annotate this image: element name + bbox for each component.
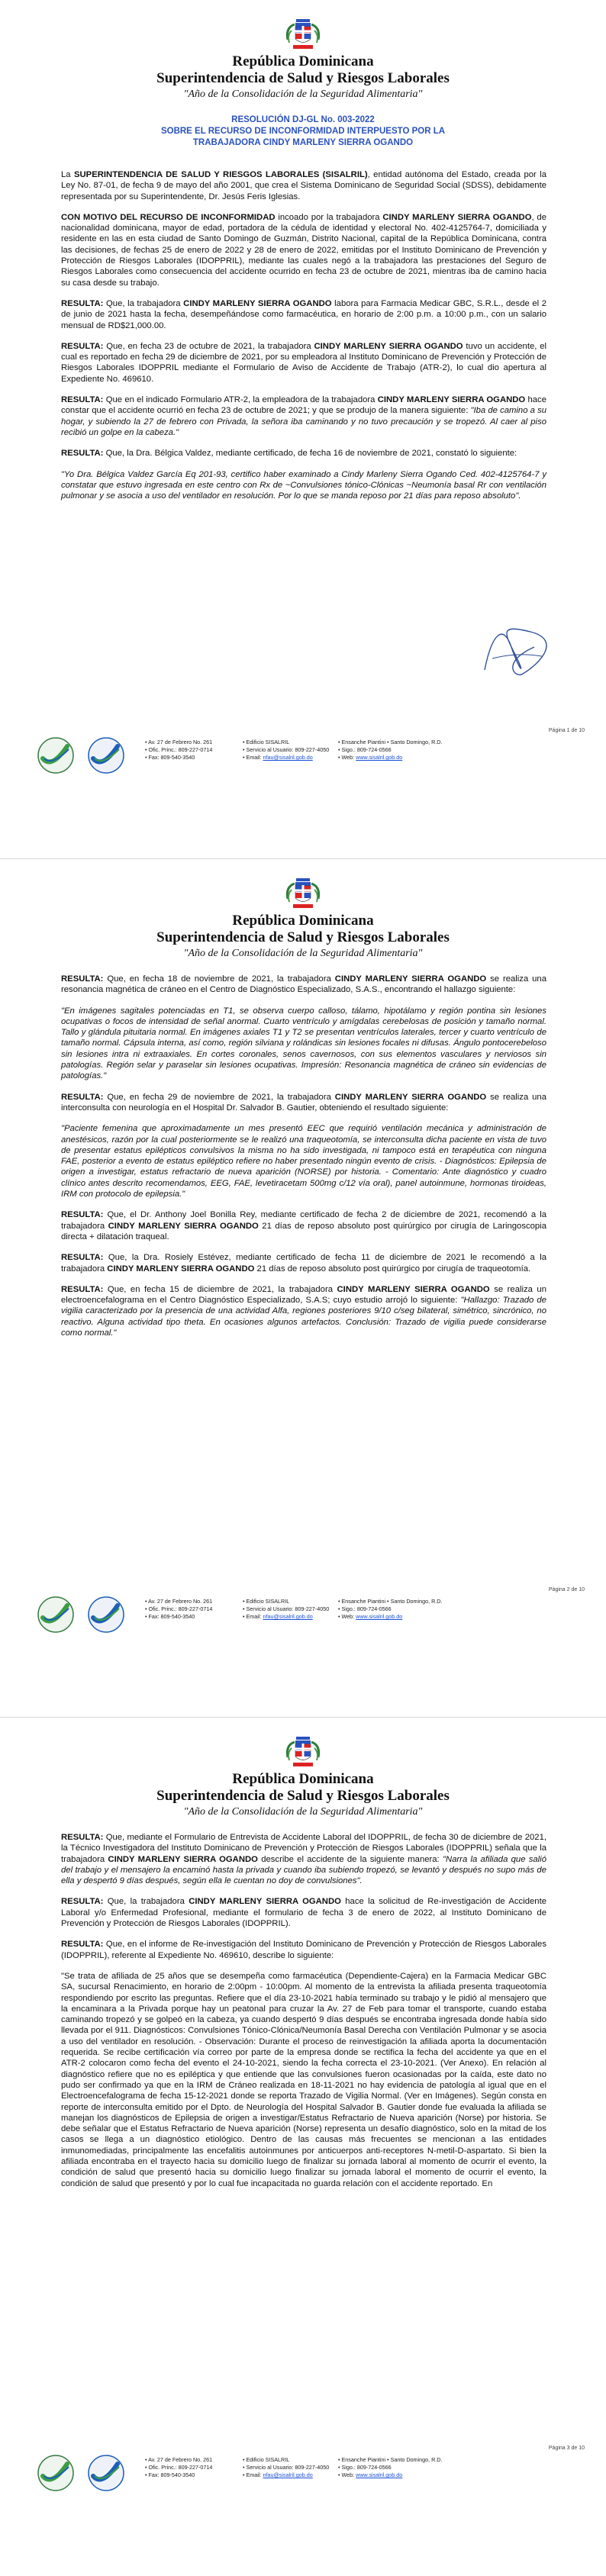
body-paragraph bbox=[61, 169, 546, 202]
footer-column-middle: • Edificio SISALRIL • Servicio al Usuario: 809-227-4050 • Email: nfau@sisalril.gob.do bbox=[243, 739, 330, 761]
emphasized-text: CINDY MARLENY SIERRA OGANDO bbox=[337, 1284, 490, 1294]
text-run: Que, en el informe de Re-investigación del Instituto Dominicano de Prevención y Protección de Riesgos Laborales (IDOPPRIL), referente al Expediente No. 469610, describe lo siguiente: bbox=[61, 1940, 546, 1960]
footer bbox=[21, 2452, 586, 2497]
coat-of-arms-icon bbox=[284, 1734, 322, 1769]
paragraph-lead: RESULTA: bbox=[61, 974, 104, 984]
body-paragraph bbox=[61, 1832, 546, 1886]
footer-service: Servicio al Usuario: 809-227-4050 bbox=[246, 2464, 330, 2471]
emphasized-text: CINDY MARLENY SIERRA OGANDO bbox=[189, 1897, 341, 1907]
footer-web-label: Web: bbox=[341, 1613, 355, 1620]
paragraph-lead: RESULTA: bbox=[61, 449, 104, 459]
header-country: República Dominicana bbox=[232, 53, 374, 69]
resolution-number: RESOLUCIÓN DJ-GL No. 003-2022 bbox=[231, 115, 375, 124]
footer-city: Santo Domingo, R.D. bbox=[390, 1598, 443, 1605]
text-run: labora para Farmacia Medicar GBC, S.R.L., desde el 2 de junio de 2021 hasta la fecha, desempeñándose como farmacéutica, en horario de 2:00 p.m. a 10:00 p.m., con un salario mensual de RD$21,000.00. bbox=[61, 298, 546, 330]
emphasized-text: CON MOTIVO DEL RECURSO DE INCONFORMIDAD bbox=[61, 212, 276, 222]
text-run: "Hallazgo: Trazado de vigilia caracterizado por la presencia de una actividad Alfa, regiones posteriores 9/10 c/seg bilateral, simétrico, sincrónico, no reactivo. Alguna actividad tipo theta. En ocasiones algunos artefactos. Conclusión: Trazado de vigilia puede considerarse como normal." bbox=[61, 1296, 546, 1338]
text-run: La bbox=[61, 170, 74, 179]
emphasized-text: CINDY MARLENY SIERRA OGANDO bbox=[107, 1264, 255, 1274]
certification-seal-icon bbox=[35, 2453, 76, 2493]
text-run: 21 días de reposo absoluto post quirúrgico por cirugía de traqueotomía. bbox=[254, 1264, 531, 1274]
footer-column-left: • Av. 27 de Febrero No. 261 • Ofic. Princ.: 809-227-0714 • Fax: 809-540-3540 bbox=[145, 1598, 213, 1620]
text-run: "Yo Dra. Bélgica Valdez García Eq 201-93, certifico haber examinado a Cindy Marleny Sierra Ogando Ced. 402-4125764-7 y constatar que estuvo ingresada en este centro con Rx de ~Convulsiones tónico-Clónicas ~Neumonía basal Rr con ventilación pulmonar y se asocia a uso del ventilador en resolución. Por lo que se manda reposo por 21 días para reposo absoluto". bbox=[61, 469, 546, 501]
resolution-heading bbox=[61, 114, 545, 149]
quality-seal-icon bbox=[85, 2453, 127, 2493]
footer-district: Ensanche Piantini bbox=[341, 739, 386, 745]
quality-seal-icon bbox=[85, 1595, 127, 1634]
quoted-text bbox=[61, 1123, 546, 1199]
footer-web-link[interactable]: www.sisalril.gob.do bbox=[356, 754, 403, 761]
text-run: hace la solicitud de Re-investigación de Accidente Laboral y/o Enfermedad Profesional, mediante el formulario de fecha 3 de enero de 2022, al Instituto Dominicano de Prevención y Protección de Riesgos Laborales (IDOPPRIL). bbox=[61, 1897, 546, 1929]
header-motto: "Año de la Consolidación de la Seguridad Alimentaria" bbox=[183, 948, 423, 959]
text-run: se realiza una resonancia magnética de cráneo en el Centro de Diagnóstico Especializado, S.A.S., encontrando el hallazgo siguiente: bbox=[61, 974, 546, 995]
footer-city: Santo Domingo, R.D. bbox=[390, 739, 443, 745]
paragraph-lead: RESULTA: bbox=[61, 395, 104, 405]
text-run: se realiza un electroencefalograma en el Centro Diagnóstico Especializado, S.A.S; cuyo estudio arrojó lo siguiente: bbox=[61, 1284, 546, 1306]
paragraph-lead: RESULTA: bbox=[61, 1833, 104, 1842]
footer-sign: Sigo.: 809-724-0566 bbox=[341, 1605, 392, 1612]
footer-web-label: Web: bbox=[341, 754, 355, 761]
body-paragraph bbox=[61, 1209, 546, 1242]
text-run: Que, la trabajadora bbox=[103, 1897, 189, 1907]
text-run: Que, el Dr. Anthony Joel Bonilla Rey, mediante certificado de fecha 2 de diciembre de 2021, recomendó a la trabajadora bbox=[61, 1210, 546, 1231]
paragraph-lead: RESULTA: bbox=[61, 341, 104, 351]
text-run: "Paciente femenina que aproximadamente un mes presentó EEC que requirió ventilación mecánica y administración de anestésicos, razón por la cual posteriormente se le realizó una traqueotomía, se interconsulta dicha paciente en vista de tuvo de presentar estatus epilépticos convulsivos la misma no ha sido investigada, ni tampoco está en terapéutica con ninguna FAE, posterior a evento de estatus epiléptico refiere no haber presentado ningún evento de crisis. - Diagnósticos: Epilepsia de origen a investigar, estatus refractario de nueva aparición (NORSE) por historia. - Comentario: Ante diagnóstico y cuadro clínico antes descrito recomendamos, EEG, FAE, levetiracetam 500mg c/12 vía oral), panel autoinmune, hormonas tiroideas, IRM con protocolo de epilepsia." bbox=[61, 1124, 546, 1199]
text-run: Que, la Dra. Bélgica Valdez, mediante certificado, de fecha 16 de noviembre de 2021, constató lo siguiente: bbox=[103, 449, 517, 459]
emphasized-text: CINDY MARLENY SIERRA OGANDO bbox=[377, 395, 526, 405]
text-run: , entidad autónoma del Estado, creada por la Ley No. 87-01, de fecha 9 de mayo del año 2001, que crea el Sistema Dominicano de Seguridad Social (SDSS), debidamente representada por su Superintendente, Dr. Jesús Feris Iglesias. bbox=[61, 170, 546, 201]
quoted-text bbox=[61, 1006, 546, 1082]
body-paragraph bbox=[61, 1284, 546, 1338]
page-2 bbox=[0, 858, 606, 1718]
text-run: Que, en fecha 15 de diciembre de 2021, la trabajadora bbox=[103, 1284, 337, 1294]
footer bbox=[21, 1593, 586, 1639]
text-run: incoado por la trabajadora bbox=[275, 212, 383, 222]
paragraph-lead: RESULTA: bbox=[61, 1897, 104, 1907]
certification-seal-icon bbox=[35, 736, 76, 775]
footer-sign: Sigo.: 809-724-0566 bbox=[341, 2464, 392, 2471]
text-run: "En imágenes sagitales potenciadas en T1, se observa cuerpo calloso, tálamo, hipotálamo y región pontina sin lesiones ocupativas o focos de intensidad de señal anormal. Cuarto ventrículo y amígdalas cerebelosas de posición y tamaño normal. Tallo y glándula pituitaria normal. En imágenes axiales T1 y T2 se presentan ventrículos laterales, tercer y cuarto ventrículo de tamaño normal. Cápsula interna, así como, región silviana y rolándicas sin lesiones focales ni difusas. Ángulo pontocerebeloso sin lesiones intra ni extraaxiales. En cortes coronales, senos cavernosos, con sus elementos vasculares y nerviosos sin patologías. Región selar y paraselar sin lesiones ocupativas. Impresión: Resonancia magnética de cráneo sin evidencias de patologías." bbox=[61, 1006, 546, 1081]
text-run: Que en el indicado Formulario ATR-2, la empleadora de la trabajadora bbox=[103, 395, 378, 405]
footer-address: Av. 27 de Febrero No. 261 bbox=[148, 739, 213, 745]
footer-service: Servicio al Usuario: 809-227-4050 bbox=[246, 1605, 330, 1612]
coat-of-arms-icon bbox=[284, 876, 322, 911]
footer-phone: Ofic. Princ.: 809-227-0714 bbox=[148, 2464, 213, 2471]
certification-seal-icon bbox=[35, 1595, 76, 1634]
emphasized-text: CINDY MARLENY SIERRA OGANDO bbox=[183, 298, 332, 308]
emphasized-text: CINDY MARLENY SIERRA OGANDO bbox=[314, 341, 463, 351]
header-agency: Superintendencia de Salud y Riesgos Laborales bbox=[156, 1788, 450, 1804]
quoted-text bbox=[61, 469, 546, 502]
resolution-subject-line2: TRABAJADORA CINDY MARLENY SIERRA OGANDO bbox=[192, 138, 414, 147]
body-paragraph bbox=[61, 448, 546, 459]
emphasized-text: CINDY MARLENY SIERRA OGANDO bbox=[334, 974, 487, 984]
resolution-subject-line1: SOBRE EL RECURSO DE INCONFORMIDAD INTERPUESTO POR LA bbox=[160, 127, 446, 136]
text-run: describe el accidente de la siguiente manera: bbox=[257, 1854, 443, 1864]
quality-seal-icon bbox=[85, 736, 127, 775]
page-1 bbox=[0, 0, 606, 858]
footer-column-middle: • Edificio SISALRIL • Servicio al Usuario: 809-227-4050 • Email: nfau@sisalril.gob.do bbox=[243, 1598, 330, 1620]
footer-district: Ensanche Piantini bbox=[341, 1598, 386, 1605]
paragraph-lead: RESULTA: bbox=[61, 1940, 104, 1950]
body-paragraph bbox=[61, 341, 546, 385]
page-body bbox=[61, 974, 546, 1348]
text-run: tuvo un accidente, el cual es reportado en fecha 29 de diciembre de 2021, por su empleadora al Instituto Dominicano de Prevención y Protección de Riesgos Laborales IDOPPRIL mediante el Formulario de Aviso de Accidente de Trabajo (ATR-2), lo cual dio apertura al Expediente No. 469610. bbox=[61, 341, 546, 384]
footer-fax: Fax: 809-540-3540 bbox=[148, 2471, 195, 2478]
footer-column-right: • Ensanche Piantini • Santo Domingo, R.D. • Sigo.: 809-724-0566 • Web: www.sisalril.gob.do bbox=[338, 1598, 443, 1620]
body-paragraph bbox=[61, 1939, 546, 1961]
page-number: Página 1 de 10 bbox=[548, 728, 585, 733]
header-agency: Superintendencia de Salud y Riesgos Laborales bbox=[156, 929, 450, 945]
emphasized-text: CINDY MARLENY SIERRA OGANDO bbox=[382, 212, 532, 222]
text-run: se realiza una interconsulta con neurología en el Hospital Dr. Salvador B. Gautier, obteniendo el resultado siguiente: bbox=[61, 1092, 546, 1113]
footer-email-label: Email: bbox=[246, 1613, 262, 1620]
footer-city: Santo Domingo, R.D. bbox=[390, 2456, 443, 2463]
handwritten-signature bbox=[469, 617, 553, 685]
paragraph-lead: RESULTA: bbox=[61, 1092, 104, 1102]
page-3 bbox=[0, 1717, 606, 2576]
footer-fax: Fax: 809-540-3540 bbox=[148, 754, 195, 761]
footer-column-left: • Av. 27 de Febrero No. 261 • Ofic. Princ.: 809-227-0714 • Fax: 809-540-3540 bbox=[145, 2456, 213, 2478]
emphasized-text: CINDY MARLENY SIERRA OGANDO bbox=[108, 1221, 259, 1231]
body-paragraph bbox=[61, 298, 546, 331]
paragraph-lead: RESULTA: bbox=[61, 298, 104, 308]
footer-column-right: • Ensanche Piantini • Santo Domingo, R.D. • Sigo.: 809-724-0566 • Web: www.sisalril.gob.do bbox=[338, 739, 443, 761]
paragraph-lead: RESULTA: bbox=[61, 1210, 104, 1220]
footer-email-link[interactable]: nfau@sisalril.gob.do bbox=[263, 754, 313, 761]
page-number: Página 2 de 10 bbox=[548, 1587, 585, 1592]
paragraph-lead: RESULTA: bbox=[61, 1253, 104, 1263]
body-paragraph bbox=[61, 1092, 546, 1114]
page-body bbox=[61, 1832, 546, 2199]
footer-sign: Sigo.: 809-724-0566 bbox=[341, 746, 392, 753]
emphasized-text: CINDY MARLENY SIERRA OGANDO bbox=[108, 1854, 258, 1864]
footer-building: Edificio SISALRIL bbox=[246, 1598, 290, 1605]
text-run: "Narra la afiliada que salió del trabajo y el mensajero la encaminó hasta la privada y cuando iba subiendo tropezó, se levantó y después no supo más de ella y despertó 9 días después, según ella le cuentan no doy de convulsiones". bbox=[61, 1854, 546, 1886]
footer-email-link[interactable]: nfau@sisalril.gob.do bbox=[263, 1613, 313, 1620]
text-run: 21 días de reposo absoluto post quirúrgico por cirugía de Laringoscopia directa + dilatación traqueal. bbox=[61, 1221, 546, 1241]
footer-web-link[interactable]: www.sisalril.gob.do bbox=[356, 2471, 403, 2478]
footer-service: Servicio al Usuario: 809-227-4050 bbox=[246, 746, 330, 753]
body-paragraph bbox=[61, 1896, 546, 1929]
paragraph-lead: RESULTA: bbox=[61, 1284, 104, 1294]
text-run: , de nacionalidad dominicana, mayor de edad, portadora de la cédula de identidad y electoral No. 402-4125764-7, domiciliada y residente en las en esta ciudad de Santo Domingo de Guzmán, Distrito Nacional, capital de la República Dominicana, contra las decisiones, de fechas 25 de enero de 2022 y 28 de enero de 2022, emitidas por el Instituto Dominicano de Prevención y Protección de Riesgos Laborales (IDOPPRIL), mediante las cuales negó a la trabajadora las prestaciones del Seguro de Riesgos Laborales como consecuencia del accidente ocurrido en fecha 23 de octubre de 2021, mientras iba de camino hacia su casa desde su trabajo. bbox=[61, 212, 546, 288]
text-run: Que, en fecha 23 de octubre de 2021, la trabajadora bbox=[103, 341, 314, 351]
text-run: "Se trata de afiliada de 25 años que se desempeña como farmacéutica (Dependiente-Cajera) en la Farmacia Medicar GBC SA, sucursal Renacimiento, en horario de 2:00pm - 10:00pm. Al momento de la entrevista la afiliada presenta traqueotomía respondiendo por escrito las preguntas. Refiere que el día 23-10-2021 había terminado su trabajo y le pidió al mensajero que la encaminara a la Privada porque hay un peatonal para cruzar la Av. 27 de Feb para tomar el transporte, cuando estaba caminando tropezó y se golpeó en la cabeza, ya cuando despertó 9 días después se encontraba ingresada donde había sido llevada por el 911. Diagnósticos: Convulsiones Tónico-Clónica/Neumonía Basal Derecha con Ventilación Pulmonar y se asocia a uso del ventilador en resolución. - Observación: Durante el proceso de reinvestigación la afiliada aporta la documentación requerida. Se recibe certificación vía correo por parte de la empresa donde se rectifica la fecha del accidente ya que en el ATR-2 colocaron como fecha del evento el 24-10-2021, siendo la fecha correcta el 23-10-2021. (Ver Anexo). En relación al diagnóstico refiere que no es epiléptica y que entiende que las convulsiones fueron ocasionadas por la caída, este dato no pudo ser confirmado ya que en la IRM de Cráneo realizada en 18-11-2021 no hay evidencia de patología al igual que en el Electroencefalograma de fecha 15-12-2021 donde se reporta Trazado de Vigilia Normal. (Ver en Imágenes). Según consta en reporte de interconsulta emitido por el Dpto. de Neurología del Hospital Salvador B. Gautier donde fue evaluada la afiliada se manejan los diagnósticos de Epilepsia de origen a investigar/Estatus Refractario de Nueva aparición (Norse) por historia. Se debe señalar que el Estatus Refractario de Nueva aparición (Norse) representa un desafío diagnóstico, solo en la mitad de los casos se llega a un diagnóstico etiológico. Dentro de las causas más frecuentes se mencionan a las entidades inmunomediadas, principalmente las encefalitis autoinmunes por anticuerpos anti-receptores N-metil-D-aspartato. Si bien la afiliada encontraba en el trayecto hacia su domicilio luego de finalizar su jornada laboral al momento de ocurrir el evento, la condición de salud que presentó hacia su domicilio luego finalizar su jornada laboral el momento de ocurrir el evento, la condición de salud que presentó y por lo cual fue incapacitada no guarda relación con el accidente reportado. En bbox=[61, 1971, 546, 2188]
header-country: República Dominicana bbox=[232, 1771, 374, 1787]
header-country: República Dominicana bbox=[232, 913, 374, 929]
body-paragraph bbox=[61, 974, 546, 996]
footer-address: Av. 27 de Febrero No. 261 bbox=[148, 1598, 213, 1605]
footer-column-left: • Av. 27 de Febrero No. 261 • Ofic. Princ.: 809-227-0714 • Fax: 809-540-3540 bbox=[145, 739, 213, 761]
text-run: Que, la Dra. Rosiely Estévez, mediante certificado de fecha 11 de diciembre de 2021 le recomendó a la trabajadora bbox=[61, 1253, 546, 1274]
emphasized-text: CINDY MARLENY SIERRA OGANDO bbox=[334, 1092, 487, 1102]
footer-district: Ensanche Piantini bbox=[341, 2456, 386, 2463]
footer-web-link[interactable]: www.sisalril.gob.do bbox=[356, 1613, 403, 1620]
header-agency: Superintendencia de Salud y Riesgos Laborales bbox=[156, 70, 450, 86]
body-paragraph bbox=[61, 212, 546, 288]
header-motto: "Año de la Consolidación de la Seguridad Alimentaria" bbox=[183, 1806, 423, 1818]
footer-column-right: • Ensanche Piantini • Santo Domingo, R.D. • Sigo.: 809-724-0566 • Web: www.sisalril.gob.do bbox=[338, 2456, 443, 2478]
footer-building: Edificio SISALRIL bbox=[246, 2456, 290, 2463]
emphasized-text: SUPERINTENDENCIA DE SALUD Y RIESGOS LABORALES (SISALRIL) bbox=[73, 170, 368, 179]
page-number: Página 3 de 10 bbox=[548, 2446, 585, 2451]
text-run: Que, en fecha 29 de noviembre de 2021, la trabajadora bbox=[103, 1092, 335, 1102]
text-run: hace constar que el accidente ocurrió en fecha 23 de octubre de 2021; y que se produjo de la manera siguiente: bbox=[61, 395, 546, 416]
body-paragraph bbox=[61, 1971, 546, 2189]
text-run: Que, mediante el Formulario de Entrevista de Accidente Laboral del IDOPPRIL, de fecha 30 de diciembre de 2021, la Técnico Investigadora del Instituto Dominicano de Prevención y Protección de Riesgos Laborales (IDOPPRIL) señala que la trabajadora bbox=[61, 1833, 546, 1864]
footer-phone: Ofic. Princ.: 809-227-0714 bbox=[148, 746, 213, 753]
body-paragraph bbox=[61, 394, 546, 438]
page-body bbox=[61, 169, 546, 511]
text-run: Que, en fecha 18 de noviembre de 2021, la trabajadora bbox=[103, 974, 335, 984]
text-run: Que, la trabajadora bbox=[103, 298, 184, 308]
footer-email-label: Email: bbox=[246, 2471, 262, 2478]
body-paragraph bbox=[61, 1252, 546, 1274]
text-run: "Iba de camino a su hogar, y subiendo la 27 de febrero con Privada, la señora iba caminando y no tuvo precaución y se tropezó. Al caer al piso recibió un golpe en la cabeza." bbox=[61, 406, 546, 437]
footer-web-label: Web: bbox=[341, 2471, 355, 2478]
coat-of-arms-icon bbox=[284, 17, 322, 52]
footer bbox=[21, 734, 586, 780]
footer-address: Av. 27 de Febrero No. 261 bbox=[148, 2456, 213, 2463]
footer-fax: Fax: 809-540-3540 bbox=[148, 1613, 195, 1620]
footer-column-middle: • Edificio SISALRIL • Servicio al Usuario: 809-227-4050 • Email: nfau@sisalril.gob.do bbox=[243, 2456, 330, 2478]
header-motto: "Año de la Consolidación de la Seguridad Alimentaria" bbox=[183, 89, 423, 100]
footer-phone: Ofic. Princ.: 809-227-0714 bbox=[148, 1605, 213, 1612]
footer-building: Edificio SISALRIL bbox=[246, 739, 290, 745]
footer-email-link[interactable]: nfau@sisalril.gob.do bbox=[263, 2471, 313, 2478]
footer-email-label: Email: bbox=[246, 754, 262, 761]
